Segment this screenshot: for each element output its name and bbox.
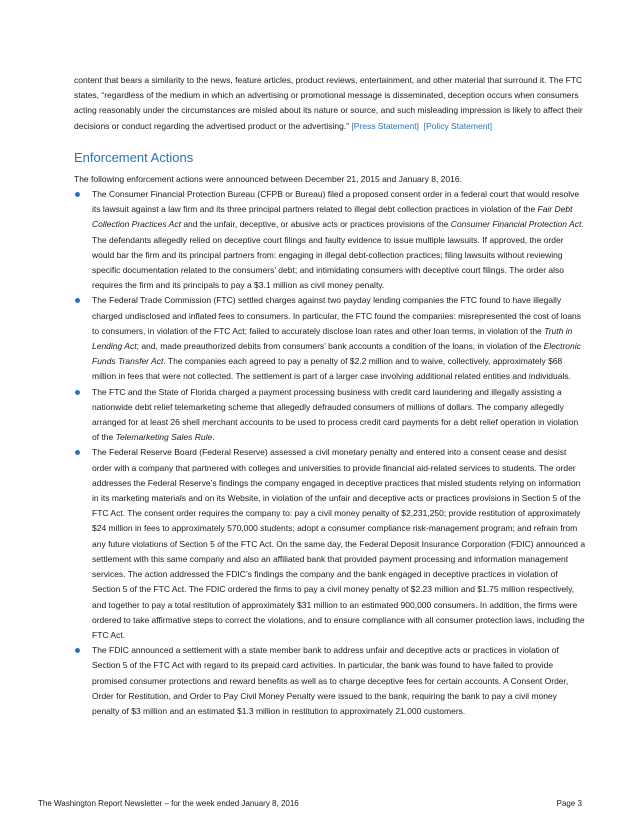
section-title: Enforcement Actions [74,149,194,165]
bullet-icon [75,450,80,455]
item-text: . [212,432,215,443]
list-item [74,445,586,643]
footer-page-number: Page 3 [556,799,582,808]
page-footer [38,799,582,808]
item-emphasis: Fair Debt Collection Practices Act [92,204,573,230]
list-item [74,385,586,446]
item-text: The Consumer Financial Protection Bureau (CFPB or Bureau) filed a proposed consent order in a federal court that would resolve its lawsuit against a law firm and its three principal partners related to illegal debt collection practices in violation of the [92,189,580,215]
footer-publication: The Washington Report Newsletter – for the week ended January 8, 2016 [38,799,299,808]
section-lead: The following enforcement actions were announced between December 21, 2015 and January 8, 2016. [74,173,462,184]
intro-text: content that bears a similarity to the news, feature articles, product reviews, entertainment, and other material that surround it. The FTC states, “regardless of the medium in which an advertising or promotional message is disseminated, deception occurs when consumers acting reasonably under the circumstances are misled about its nature or source, and such misleading impression is likely to affect their decisions or conduct regarding the advertised product or the advertising.” [74,75,583,131]
list-item [74,187,586,293]
item-text: The FDIC announced a settlement with a state member bank to address unfair and deceptive acts or practices in violation of Section 5 of the FTC Act with regard to its prepaid card activities. In particular, the bank was found to have failed to provide promised consumer protections and reward benefits as well as to charge deceptive fees for certain accounts. A Consent Order, Order for Restitution, and Order to Pay Civil Money Penalty were issued to the bank, requiring the bank to pay a civil money penalty of $3 million and an estimated $1.3 million in restitution to approximately 21,000 customers. [92,645,569,716]
item-emphasis: Electronic Funds Transfer Act [92,341,581,367]
list-item [74,643,586,719]
item-emphasis: Telemarketing Sales Rule [115,432,213,443]
item-text: and the unfair, deceptive, or abusive acts or practices provisions of the [180,219,451,230]
item-text: ; and, made preauthorized debits from consumers’ bank accounts a condition of the loans, in violation of the [136,341,544,352]
item-text: . The companies each agreed to pay a penalty of $2.2 million and to waive, collectively, approximately $68 million in fees that were not collected. The settlement is part of a larger case involving additional related entities and individuals. [92,356,571,382]
item-text: The FTC and the State of Florida charged a payment processing business with credit card laundering and illegally assisting a nationwide debt relief telemarketing scheme that allegedly defrauded consumers of millions of dollars. The company allegedly arranged for at least 26 shell merchant accounts to be used to process credit card payments for a debt relief operation in violation of the [92,386,579,443]
list-item [74,293,586,384]
item-text: The Federal Trade Commission (FTC) settled charges against two payday lending companies the FTC found to have illegally charged undisclosed and inflated fees to consumers. In particular, the FTC found the companies: misrepresented the cost of loans to consumers, in violation of the FTC Act; failed to accurately disclose loan rates and other loan terms, in violation of the [92,295,582,336]
intro-paragraph [74,73,586,134]
item-text: . The defendants allegedly relied on deceptive court filings and faulty evidence to issue multiple lawsuits. If approved, the order would bar the firm and its principal partners from: engaging in illegal debt-collection practices; filing lawsuits without reviewing specific documentation related to the consumers’ debt; and intimidating consumers with deceptive court filings. The order also requires the firm and its principals to pay a $3.1 million as civil money penalty. [92,219,584,291]
item-emphasis: Truth in Lending Act [92,325,573,352]
enforcement-actions-list [74,187,586,719]
bullet-icon [75,298,80,303]
item-text: The Federal Reserve Board (Federal Reserve) assessed a civil monetary penalty and entered into a consent cease and desist order with a company that partnered with colleges and universities to provide financial aid-related services to students. The order addresses the Federal Reserve’s findings the company engaged in deceptive practices that misled students relying on information in its marketing materials and on its Website, in violation of the unfair and deceptive acts or practices provisions in Section 5 of the FTC Act. The consent order requires the company to: pay a civil money penalty of $2,231,250; provide restitution of approximately $24 million in fees to approximately 570,000 students; adopt a consumer compliance risk-management program; and refrain from any future violations of Section 5 of the FTC Act. On the same day, the Federal Deposit Insurance Corporation (FDIC) announced a settlement with this same company and also an affiliated bank that provided payment processing and information management services. The action addressed the FDIC’s findings the company and the bank engaged in deceptive practices in violation of Section 5 of the FTC Act. The FDIC ordered the firms to pay a civil money penalty of $2.23 million and $1.75 million respectively, and together to pay a total restitution of approximately $31 million to an estimated 900,000 consumers. In addition, the firms were ordered to take affirmative steps to correct the violations, and to ensure compliance with all consumer protection laws, including the FTC Act. [92,447,586,640]
policy-statement-link[interactable]: [Policy Statement] [423,120,493,131]
bullet-icon [75,390,80,395]
item-emphasis: Consumer Financial Protection Act [450,219,582,230]
page-content [74,73,586,719]
bullet-icon [75,192,80,197]
bullet-icon [75,648,80,653]
press-statement-link[interactable]: [Press Statement] [351,120,419,131]
